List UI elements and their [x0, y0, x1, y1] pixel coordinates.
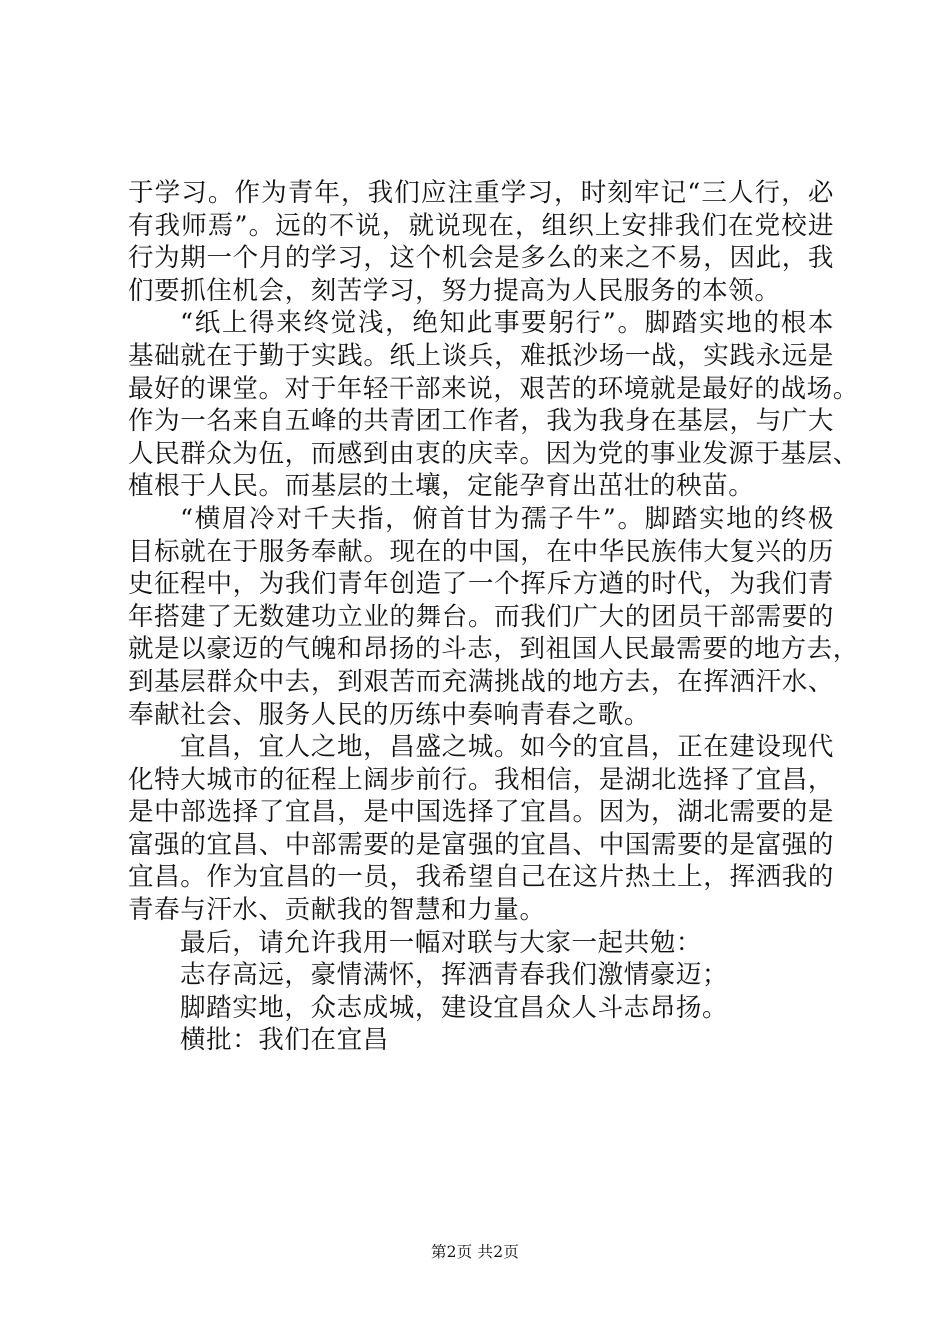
text-line: 青春与汗水、贡献我的智慧和力量。	[128, 895, 546, 926]
text-line: 行为期一个月的学习，这个机会是多么的来之不易，因此，我	[128, 243, 834, 274]
text-line: 化特大城市的征程上阔步前行。我相信，是湖北选择了宜昌，	[128, 764, 834, 795]
text-line: 最后，请允许我用一幅对联与大家一起共勉：	[180, 927, 703, 958]
text-line: 富强的宜昌、中部需要的是富强的宜昌、中国需要的是富强的	[128, 829, 834, 860]
text-line: 人民群众为伍，而感到由衷的庆幸。因为党的事业发源于基层、	[128, 438, 859, 469]
text-line: 横批：我们在宜昌	[180, 1025, 389, 1056]
text-line: 于学习。作为青年，我们应注重学习，时刻牢记“三人行，必	[128, 178, 834, 208]
text-line: 年搭建了无数建功立业的舞台。而我们广大的团员干部需要的	[128, 601, 834, 632]
text-line: 基础就在于勤于实践。纸上谈兵，难抵沙场一战，实践永远是	[128, 340, 834, 371]
text-line: 有我师焉”。远的不说，就说现在，组织上安排我们在党校进	[128, 210, 834, 241]
text-line: 史征程中，为我们青年创造了一个挥斥方遒的时代，为我们青	[128, 569, 834, 600]
text-line: 目标就在于服务奉献。现在的中国，在中华民族伟大复兴的历	[128, 536, 834, 567]
text-line: 就是以豪迈的气魄和昂扬的斗志，到祖国人民最需要的地方去，	[128, 634, 859, 665]
text-line: 作为一名来自五峰的共青团工作者，我为我身在基层，与广大	[128, 406, 834, 437]
text-line: 到基层群众中去，到艰苦而充满挑战的地方去，在挥洒汗水、	[128, 666, 834, 697]
text-line: 们要抓住机会，刻苦学习，努力提高为人民服务的本领。	[128, 275, 781, 306]
text-line: 奉献社会、服务人民的历练中奏响青春之歌。	[128, 699, 651, 730]
page-footer: 第2页 共2页	[430, 1243, 520, 1261]
text-line: 脚踏实地，众志成城，建设宜昌众人斗志昂扬。	[180, 992, 729, 1023]
text-line: 宜昌，宜人之地，昌盛之城。如今的宜昌，正在建设现代	[180, 732, 834, 763]
text-line: 最好的课堂。对于年轻干部来说，艰苦的环境就是最好的战场。	[128, 373, 859, 404]
text-line: “纸上得来终觉浅，绝知此事要躬行”。脚踏实地的根本	[180, 308, 834, 339]
text-line: “横眉冷对千夫指，俯首甘为孺子牛”。脚踏实地的终极	[180, 503, 834, 534]
text-line: 志存高远，豪情满怀，挥洒青春我们激情豪迈；	[180, 960, 729, 991]
body-text	[128, 177, 859, 1057]
text-line: 植根于人民。而基层的土壤，定能孕育出茁壮的秧苗。	[128, 471, 755, 502]
text-line: 宜昌。作为宜昌的一员，我希望自己在这片热土上，挥洒我的	[128, 862, 834, 893]
text-line: 是中部选择了宜昌，是中国选择了宜昌。因为，湖北需要的是	[128, 797, 834, 828]
